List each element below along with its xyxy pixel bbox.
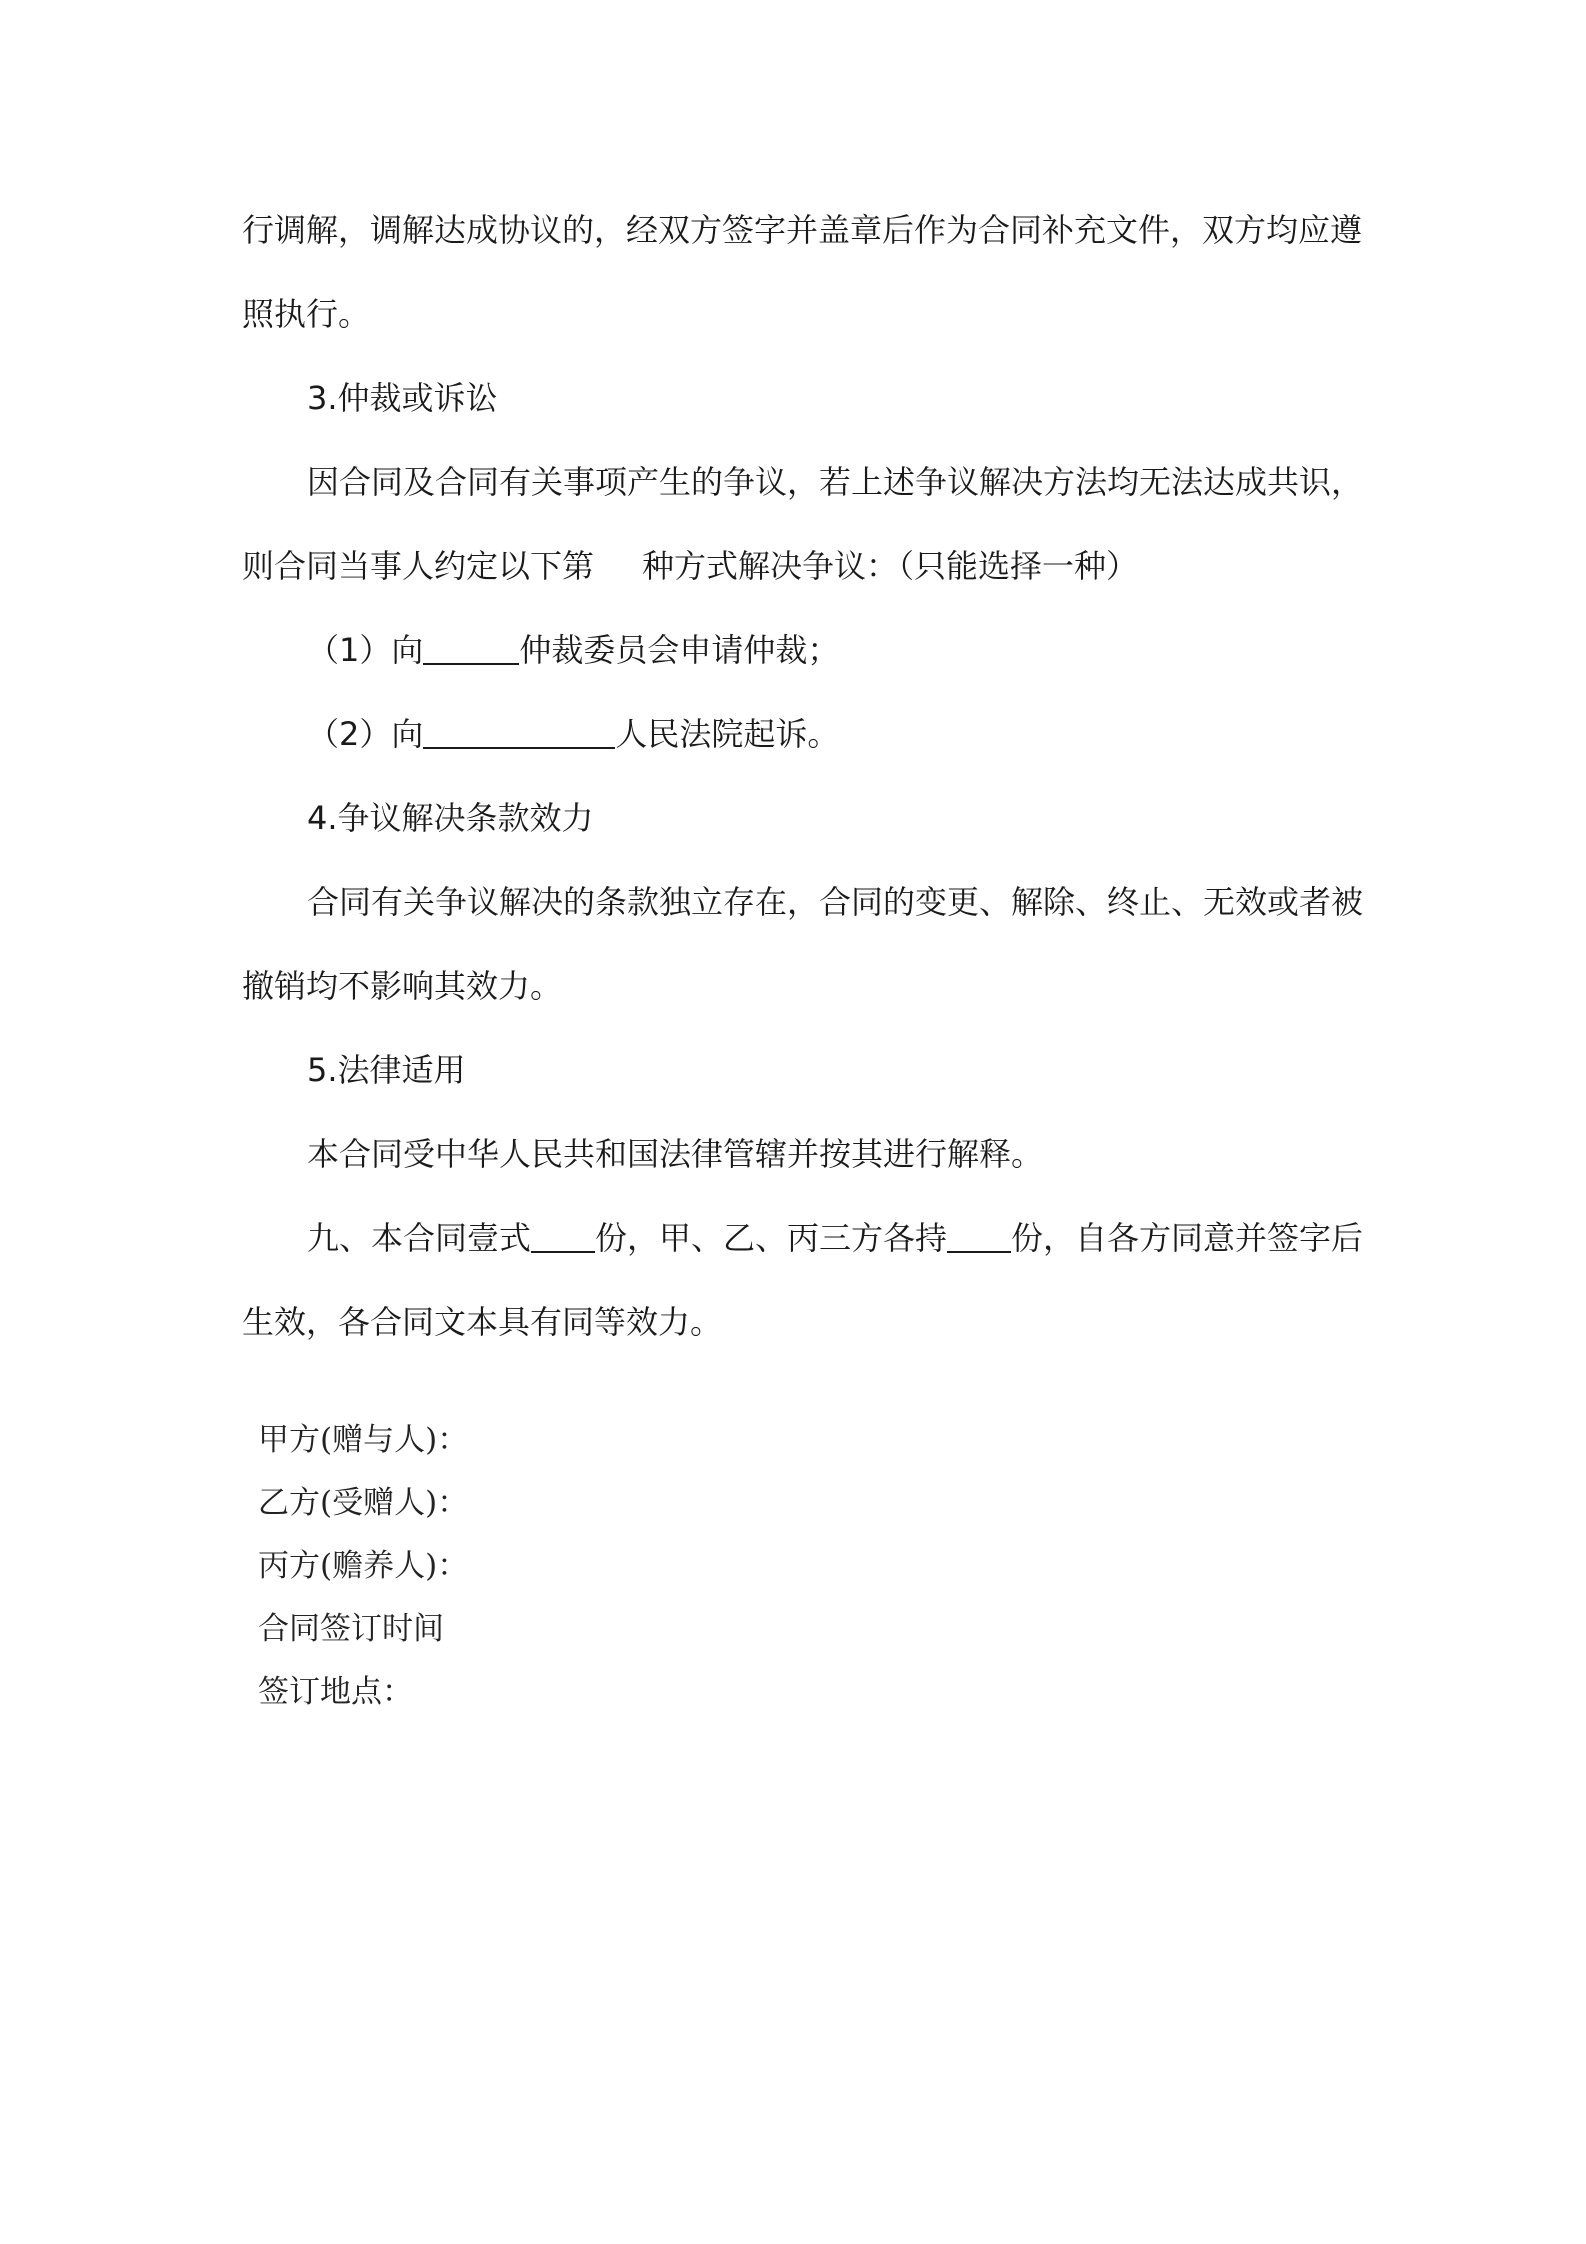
section-heading: 5.法律适用: [307, 1051, 466, 1089]
paragraph-line: 照执行。: [242, 295, 371, 333]
signature-party-b: 乙方(受赠人)：: [258, 1485, 469, 1521]
signing-time: 合同签订时间: [258, 1611, 444, 1647]
text-segment: 人民法院起诉。: [615, 715, 840, 753]
paragraph-line: [242, 546, 1138, 586]
text-segment: 份，甲、乙、丙三方各持: [595, 1219, 948, 1257]
text-segment: （1）向: [307, 631, 424, 669]
text-segment: 种方式解决争议：（只能选择一种）: [642, 547, 1139, 585]
option-line: [307, 630, 839, 670]
option-line: [307, 714, 839, 754]
paragraph-line: 撤销均不影响其效力。: [242, 967, 563, 1005]
text-segment: （2）向: [307, 715, 424, 753]
text-segment: 则合同当事人约定以下第: [242, 547, 595, 585]
text-segment: 份，自各方同意并签字后: [1011, 1219, 1364, 1257]
signing-place: 签订地点：: [258, 1674, 413, 1710]
paragraph-line: 因合同及合同有关事项产生的争议，若上述争议解决方法均无法达成共识，: [307, 463, 1364, 501]
paragraph-line: 生效，各合同文本具有同等效力。: [242, 1303, 723, 1341]
paragraph-line: 本合同受中华人民共和国法律管辖并按其进行解释。: [307, 1135, 1044, 1173]
paragraph-line: 行调解，调解达成协议的，经双方签字并盖章后作为合同补充文件，双方均应遵: [242, 211, 1363, 249]
text-segment: 九、本合同壹式: [307, 1219, 532, 1257]
fill-blank: [531, 1221, 595, 1253]
fill-blank: [423, 717, 615, 749]
section-heading: 4.争议解决条款效力: [307, 799, 594, 837]
section-heading: 3.仲裁或诉讼: [307, 379, 498, 417]
signature-party-a: 甲方(赠与人)：: [258, 1422, 469, 1458]
fill-blank: [423, 633, 519, 665]
fill-blank: [947, 1221, 1011, 1253]
signature-party-c: 丙方(赡养人)：: [258, 1548, 469, 1584]
paragraph-line: 合同有关争议解决的条款独立存在，合同的变更、解除、终止、无效或者被: [307, 883, 1364, 921]
paragraph-line: [307, 1218, 1363, 1258]
text-segment: 仲裁委员会申请仲裁；: [519, 631, 840, 669]
